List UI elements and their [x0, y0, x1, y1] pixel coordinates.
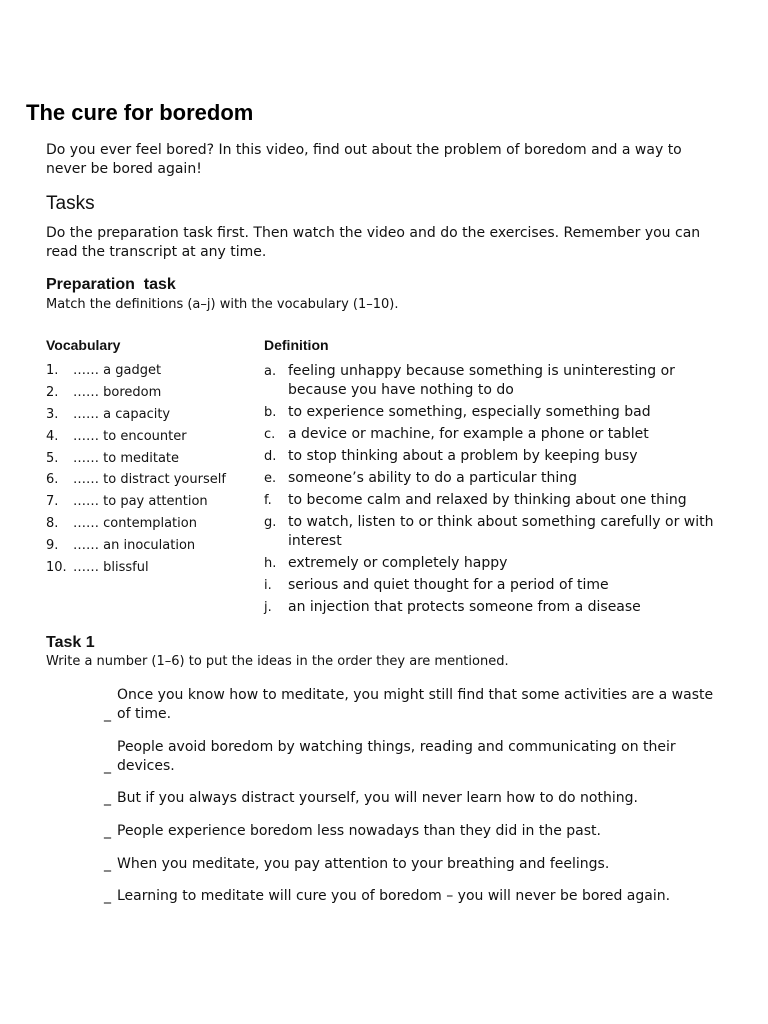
definition-letter: j. — [264, 600, 272, 615]
vocab-item — [46, 493, 226, 515]
task1-heading: Task 1 — [46, 634, 95, 651]
vocab-number: 1. — [46, 363, 59, 378]
answer-blank[interactable]: _ — [104, 888, 111, 904]
definition-item — [264, 598, 734, 617]
definition-text: serious and quiet thought for a period of time — [288, 577, 609, 593]
definition-item — [264, 576, 734, 595]
vocab-text: …… to pay attention — [73, 494, 208, 510]
vocab-number: 5. — [46, 450, 59, 466]
vocab-item — [46, 362, 226, 384]
definition-letter: e. — [264, 471, 277, 486]
vocabulary-header: Vocabulary — [46, 337, 121, 353]
answer-blank[interactable]: _ — [104, 706, 111, 722]
vocab-text: …… a capacity — [73, 406, 171, 422]
order-item-text: But if you always distract yourself, you will never learn how to do nothing. — [117, 790, 638, 806]
vocab-number: 6. — [46, 472, 59, 488]
vocab-item — [46, 450, 226, 472]
vocab-text: …… to meditate — [73, 450, 179, 466]
definition-letter: c. — [264, 427, 276, 442]
vocab-item — [46, 384, 226, 406]
order-item — [104, 738, 724, 776]
definition-header: Definition — [264, 337, 329, 353]
definition-text: a device or machine, for example a phone or tablet — [288, 426, 649, 442]
vocab-number: 2. — [46, 384, 59, 400]
definition-item — [264, 469, 734, 488]
vocab-number: 3. — [46, 406, 59, 422]
definition-item — [264, 554, 734, 573]
answer-blank[interactable]: _ — [104, 856, 111, 872]
order-item-text: When you meditate, you pay attention to your breathing and feelings. — [117, 856, 610, 872]
order-item — [104, 822, 724, 841]
vocab-text: …… to distract yourself — [73, 472, 226, 488]
definition-text: to experience something, especially something bad — [288, 404, 651, 420]
vocab-text: …… contemplation — [73, 516, 197, 532]
vocab-text: …… boredom — [73, 384, 162, 400]
order-item — [104, 887, 724, 906]
definition-item — [264, 491, 734, 510]
vocab-item — [46, 559, 226, 581]
preparation-instruction: Match the definitions (a–j) with the vocabulary (1–10). — [46, 297, 399, 312]
definition-letter: i. — [264, 578, 272, 593]
order-item-text: People experience boredom less nowadays than they did in the past. — [117, 823, 601, 839]
answer-blank[interactable]: _ — [104, 823, 111, 839]
order-item-text: Learning to meditate will cure you of boredom – you will never be bored again. — [117, 888, 671, 904]
definition-text: to become calm and relaxed by thinking about one thing — [288, 492, 687, 508]
vocab-item — [46, 406, 226, 428]
answer-blank[interactable]: _ — [104, 758, 111, 774]
definition-item — [264, 425, 734, 444]
definition-item — [264, 513, 734, 551]
vocab-item — [46, 471, 226, 493]
definition-text: extremely or completely happy — [288, 555, 508, 571]
definition-text: to watch, listen to or think about something carefully or with interest — [288, 514, 714, 549]
vocabulary-list — [46, 362, 226, 581]
order-item — [104, 789, 724, 808]
vocab-text: …… an inoculation — [73, 538, 196, 554]
definition-item — [264, 447, 734, 466]
vocab-text: …… to encounter — [73, 428, 187, 444]
vocab-number: 9. — [46, 538, 59, 554]
definition-text: to stop thinking about a problem by keeping busy — [288, 448, 638, 464]
order-item-text: People avoid boredom by watching things, reading and communicating on their devices. — [117, 739, 676, 774]
order-item — [104, 686, 724, 724]
vocab-item — [46, 515, 226, 537]
definition-letter: a. — [264, 364, 277, 379]
definition-letter: g. — [264, 515, 277, 530]
definition-item — [264, 362, 734, 400]
definition-text: someone’s ability to do a particular thing — [288, 470, 578, 486]
vocab-number: 4. — [46, 428, 59, 444]
vocab-number: 10. — [46, 560, 67, 576]
vocab-number: 7. — [46, 494, 59, 510]
definition-text: an injection that protects someone from a disease — [288, 599, 641, 615]
preparation-heading: Preparation task — [46, 276, 176, 293]
tasks-text: Do the preparation task first. Then watch the video and do the exercises. Remember you can read the transcript at any time. — [46, 225, 701, 260]
answer-blank[interactable]: _ — [104, 790, 111, 806]
definition-item — [264, 403, 734, 422]
task1-instruction: Write a number (1–6) to put the ideas in the order they are mentioned. — [46, 654, 509, 669]
definition-letter: b. — [264, 405, 277, 420]
order-item-text: Once you know how to meditate, you might still find that some activities are a waste of time. — [117, 687, 714, 722]
vocab-item — [46, 537, 226, 559]
page-title: The cure for boredom — [26, 100, 254, 125]
vocab-number: 8. — [46, 516, 59, 532]
definition-letter: h. — [264, 556, 277, 571]
tasks-heading: Tasks — [46, 193, 95, 214]
order-item — [104, 855, 724, 874]
definition-list — [264, 362, 734, 620]
definition-letter: d. — [264, 449, 277, 464]
definition-letter: f. — [264, 493, 272, 508]
vocab-item — [46, 428, 226, 450]
vocab-text: …… a gadget — [73, 363, 162, 378]
definition-text: feeling unhappy because something is uninteresting or because you have nothing to do — [288, 363, 675, 398]
intro-text: Do you ever feel bored? In this video, find out about the problem of boredom and a way to never be bored again! — [46, 142, 682, 177]
vocab-text: …… blissful — [73, 560, 149, 576]
